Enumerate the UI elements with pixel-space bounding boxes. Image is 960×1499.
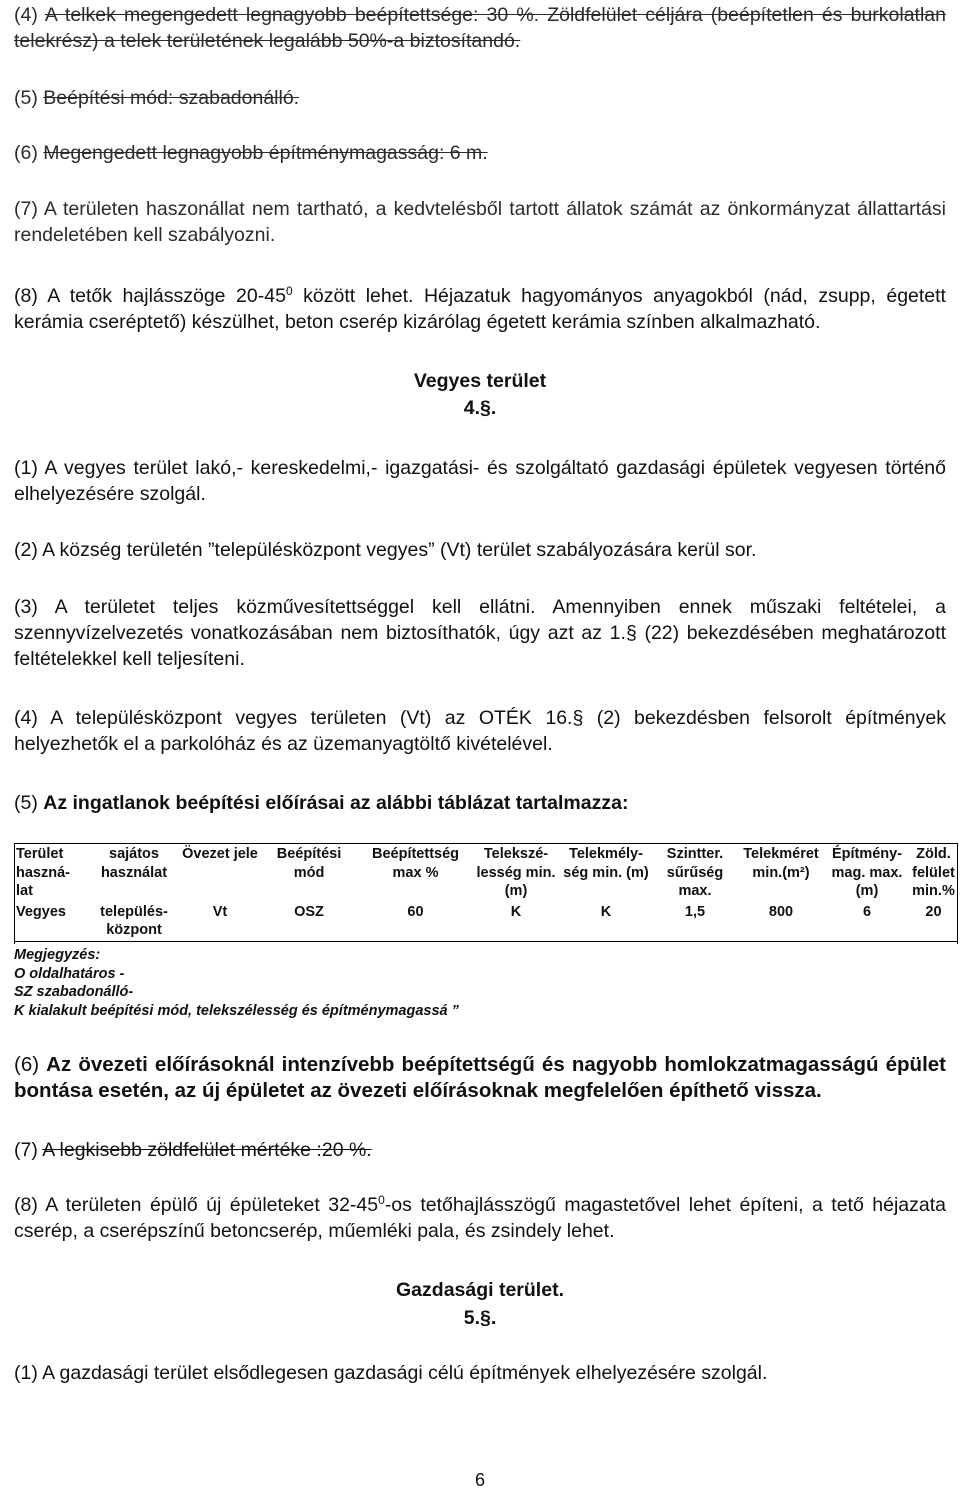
note-line: SZ szabadonálló- — [14, 984, 134, 1000]
struck-text: A telkek megengedett legnagyobb beépítettsége: 30 %. Zöldfelület céljára (beépítetlen és burkolatlan telekrész) a telek területének legalább 50%-a biztosítandó. — [14, 4, 946, 52]
table-row — [14, 902, 958, 942]
header-cell: Beépítési mód — [276, 846, 342, 881]
paragraph-number: (6) — [14, 1053, 40, 1076]
header-cell: Övezet jele — [182, 846, 258, 862]
paragraph-4b: (4) A településközpont vegyes területen (Vt) az OTÉK 16.§ (2) bekezdésben felsorolt építmények helyezhetők el a parkolóház és az üzemanyagtöltő kivételével. — [14, 707, 946, 755]
table-border-left — [14, 843, 15, 944]
header-cell: Zöld. felület min.% — [912, 846, 955, 899]
header-cell: Építmény-mag. max.(m) — [831, 846, 903, 899]
section-number: 5.§. — [463, 1307, 497, 1329]
struck-text: A legkisebb zöldfelület mértéke :20 %. — [42, 1139, 372, 1161]
paragraph-text: Az ingatlanok beépítési előírásai az alábbi táblázat tartalmazza: — [43, 792, 629, 814]
table-cell: 800 — [768, 903, 794, 920]
section-title: Gazdasági terület. — [396, 1279, 564, 1301]
paragraph-number: (7) — [14, 1139, 38, 1161]
table-cell: Vt — [212, 903, 228, 920]
paragraph-number: (4) — [14, 4, 38, 26]
paragraph-3: (3) A területet teljes közművesítettséggel kell ellátni. Amennyiben ennek műszaki feltételei, a szennyvízelvezetés vonatkozásában nem biztosíthatók, úgy azt az 1.§ (22) bekezdésében meghatározott feltételekkel kell teljesíteni. — [14, 596, 946, 670]
paragraph-7b — [14, 1137, 946, 1163]
zoning-table — [14, 843, 958, 942]
paragraph-number: (5) — [14, 792, 38, 814]
table-cell: település-központ — [100, 903, 168, 938]
paragraph-text: (8) A területen épülő új épületeket 32-45 — [14, 1194, 379, 1216]
paragraph-8b — [14, 1192, 946, 1244]
paragraph-number: (5) — [14, 87, 38, 109]
table-cell: 6 — [862, 903, 872, 920]
degree-superscript: 0 — [378, 1193, 385, 1207]
paragraph-5b — [14, 790, 946, 816]
paragraph-7: (7) A területen haszonállat nem tartható, a kedvtelésből tartott állatok számát az önkormányzat állattartási rendeletében kell szabályozni. — [14, 198, 946, 246]
header-cell: Terület haszná-lat — [16, 846, 70, 899]
paragraph-8 — [14, 283, 946, 335]
paragraph-text: között lehet. Héjazatuk hagyományos anyagokból (nád, zsupp, égetett kerámia cseréptető) készülhet, beton cserép kizárólag égetett kerámia színben alkalmazható. — [14, 285, 946, 333]
paragraph-1b: (1) A gazdasági terület elsődlegesen gazdasági célú építmények elhelyezésére szolgál. — [14, 1362, 768, 1384]
header-cell: sajátos használat — [100, 846, 168, 881]
paragraph-text: Az övezeti előírásoknál intenzívebb beépítettségű és nagyobb homlokzatmagasságú épület bontása esetén, az új épületet az övezeti előírásoknak megfelelően építhető vissza. — [14, 1053, 946, 1102]
header-cell: Telekszé-lesség min. (m) — [476, 846, 556, 899]
table-cell: 1,5 — [684, 903, 706, 920]
note-line: Megjegyzés: — [14, 947, 101, 963]
section-number: 4.§. — [463, 397, 497, 419]
table-notes — [14, 946, 459, 1020]
paragraph-5 — [14, 85, 946, 111]
table-header-row — [14, 844, 958, 902]
table-cell: 60 — [407, 903, 424, 920]
paragraph-1: (1) A vegyes terület lakó,- kereskedelmi,- igazgatási- és szolgáltató gazdasági épületek vegyesen történő elhelyezésére szolgál. — [14, 457, 946, 505]
table-cell: Vegyes — [16, 903, 66, 920]
paragraph-text: -os tetőhajlásszögű magastetővel lehet építeni, a tető héjazata cserép, a cserépszínű betoncserép, műemléki pala, és zsindely lehet. — [14, 1194, 946, 1242]
paragraph-6 — [14, 140, 946, 166]
header-cell: Telekméret min.(m²) — [743, 846, 819, 881]
paragraph-2: (2) A község területén ”településközpont vegyes” (Vt) terület szabályozására kerül sor. — [14, 539, 757, 561]
header-cell: Beépítettség max % — [371, 846, 460, 881]
paragraph-text: (8) A tetők hajlásszöge 20-45 — [14, 285, 286, 307]
note-line: K kialakult beépítési mód, telekszélesség és építménymagassá ” — [14, 1002, 459, 1019]
struck-text: Megengedett legnagyobb építménymagasság: 6 m. — [43, 142, 488, 164]
note-line: O oldalhatáros - — [14, 965, 125, 982]
section-title: Vegyes terület — [413, 370, 547, 392]
table-cell: 20 — [925, 903, 942, 920]
paragraph-6b — [14, 1052, 946, 1104]
table-border-right — [957, 843, 958, 944]
table-cell: K — [600, 903, 612, 920]
paragraph-4 — [14, 2, 946, 54]
paragraph-number: (6) — [14, 142, 38, 164]
degree-superscript: 0 — [285, 284, 293, 298]
struck-text: Beépítési mód: szabadonálló. — [43, 87, 300, 109]
page-number: 6 — [474, 1470, 485, 1490]
header-cell: Szintter. sűrűség max. — [666, 846, 724, 899]
table-cell: OSZ — [294, 903, 324, 920]
header-cell: Telekmély-ség min. (m) — [563, 846, 649, 881]
table-cell: K — [510, 903, 522, 920]
